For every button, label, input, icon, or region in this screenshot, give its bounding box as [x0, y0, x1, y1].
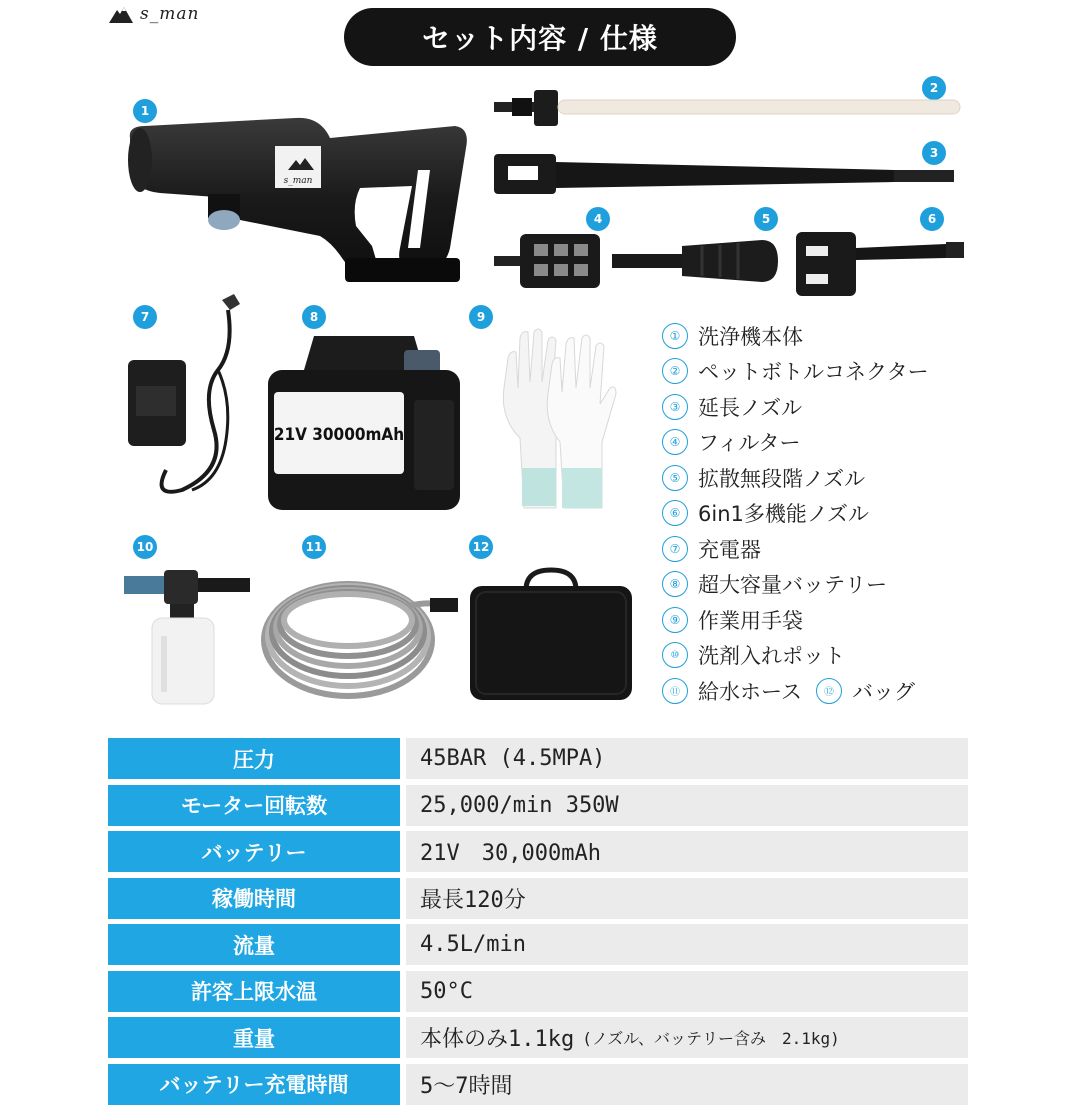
brand-logo: [108, 4, 199, 24]
legend-number: ⑩: [662, 642, 688, 668]
brand-name: s_man: [140, 4, 200, 24]
spec-value-text: 25,000/min 350W: [420, 792, 619, 818]
legend-label: 充電器: [698, 537, 761, 562]
detergent-pot-image: [124, 566, 250, 706]
legend-number: ⑫: [816, 678, 842, 704]
multi-nozzle-image: [796, 228, 964, 300]
legend-item: [662, 389, 962, 425]
legend-number: ⑦: [662, 536, 688, 562]
legend-number: ⑧: [662, 571, 688, 597]
spec-key: 流量: [108, 924, 400, 965]
legend-label: バッグ: [851, 679, 915, 704]
spec-value: [406, 831, 968, 872]
spec-note: (ノズル、バッテリー含み 2.1kg): [582, 1029, 840, 1048]
spec-key: バッテリー充電時間: [108, 1064, 400, 1105]
filter-image: [494, 230, 600, 292]
spec-value: [406, 785, 968, 826]
legend-item: [662, 567, 962, 603]
spec-key: 重量: [108, 1017, 400, 1058]
badge-6: 6: [920, 207, 944, 231]
spec-value: [406, 1017, 968, 1058]
bottle-connector-image: [494, 86, 960, 130]
spec-key: モーター回転数: [108, 785, 400, 826]
legend-item: [662, 638, 962, 674]
spec-key: バッテリー: [108, 831, 400, 872]
mountain-logo-icon: [108, 4, 134, 24]
spec-value-text: 50°C: [420, 978, 473, 1004]
spec-key: 許容上限水温: [108, 971, 400, 1012]
spec-table: [108, 738, 968, 1110]
spec-row: [108, 785, 968, 826]
spec-key: 圧力: [108, 738, 400, 779]
spec-row: [108, 1064, 968, 1105]
legend-label: 洗浄機本体: [698, 324, 803, 349]
legend-label: フィルター: [698, 431, 801, 456]
spec-row: [108, 878, 968, 919]
legend-label: 延長ノズル: [698, 395, 803, 420]
water-hose-image: [258, 572, 458, 706]
legend-label: 作業用手袋: [698, 608, 803, 633]
battery-label-text: 21V 30000mAh: [273, 425, 405, 445]
spread-nozzle-image: [612, 236, 778, 286]
legend-label: 超大容量バッテリー: [698, 573, 887, 598]
spec-value: [406, 971, 968, 1012]
spec-row: [108, 1017, 968, 1058]
spec-value-text: 5〜7時間: [420, 1073, 513, 1099]
carry-bag-image: [468, 566, 634, 702]
legend-item: [662, 354, 962, 390]
spec-row: [108, 831, 968, 872]
legend-number: ④: [662, 429, 688, 455]
badge-5: 5: [754, 207, 778, 231]
badge-1: 1: [133, 99, 157, 123]
badge-10: 10: [133, 535, 157, 559]
spec-row: [108, 971, 968, 1012]
extension-nozzle-image: [494, 150, 960, 200]
legend-number: ①: [662, 323, 688, 349]
legend-number: ⑨: [662, 607, 688, 633]
spec-value-text: 最長120分: [420, 887, 526, 913]
badge-2: 2: [922, 76, 946, 100]
gloves-image: [494, 318, 634, 518]
washer-gun-image: [120, 108, 480, 288]
spec-row: [108, 924, 968, 965]
legend-item: [662, 531, 962, 567]
spec-key: 稼働時間: [108, 878, 400, 919]
legend-number: ②: [662, 358, 688, 384]
spec-value: [406, 878, 968, 919]
badge-4: 4: [586, 207, 610, 231]
spec-value: [406, 738, 968, 779]
legend-label: 給水ホース: [698, 679, 802, 704]
spec-value-text: 4.5L/min: [420, 932, 526, 957]
battery-image: [264, 330, 464, 514]
spec-row: [108, 738, 968, 779]
gun-logo-text: s_man: [283, 176, 313, 186]
legend-number: ⑥: [662, 500, 688, 526]
contents-legend: [662, 318, 962, 709]
badge-11: 11: [302, 535, 326, 559]
legend-label: ペットボトルコネクター: [698, 360, 929, 385]
badge-3: 3: [922, 141, 946, 165]
legend-label: 洗剤入れポット: [698, 644, 845, 669]
badge-8: 8: [302, 305, 326, 329]
badge-7: 7: [133, 305, 157, 329]
legend-label: 拡散無段階ノズル: [698, 466, 866, 491]
charger-image: [122, 290, 262, 500]
legend-item: [662, 318, 962, 354]
legend-number: ⑪: [662, 678, 688, 704]
legend-item: [662, 425, 962, 461]
legend-number: ⑤: [662, 465, 688, 491]
legend-item: [662, 602, 962, 638]
spec-value-text: 本体のみ1.1kg: [420, 1027, 575, 1052]
badge-9: 9: [469, 305, 493, 329]
legend-item: [662, 460, 962, 496]
badge-12: 12: [469, 535, 493, 559]
legend-item: [662, 673, 962, 709]
spec-value: [406, 924, 968, 965]
legend-number: ③: [662, 394, 688, 420]
page-title: セット内容 / 仕様: [344, 8, 736, 66]
legend-item: [662, 496, 962, 532]
spec-value-text: 21V 30,000mAh: [420, 841, 601, 866]
legend-label: 6in1多機能ノズル: [698, 502, 870, 527]
spec-value: [406, 1064, 968, 1105]
spec-value-text: 45BAR (4.5MPA): [420, 746, 606, 771]
